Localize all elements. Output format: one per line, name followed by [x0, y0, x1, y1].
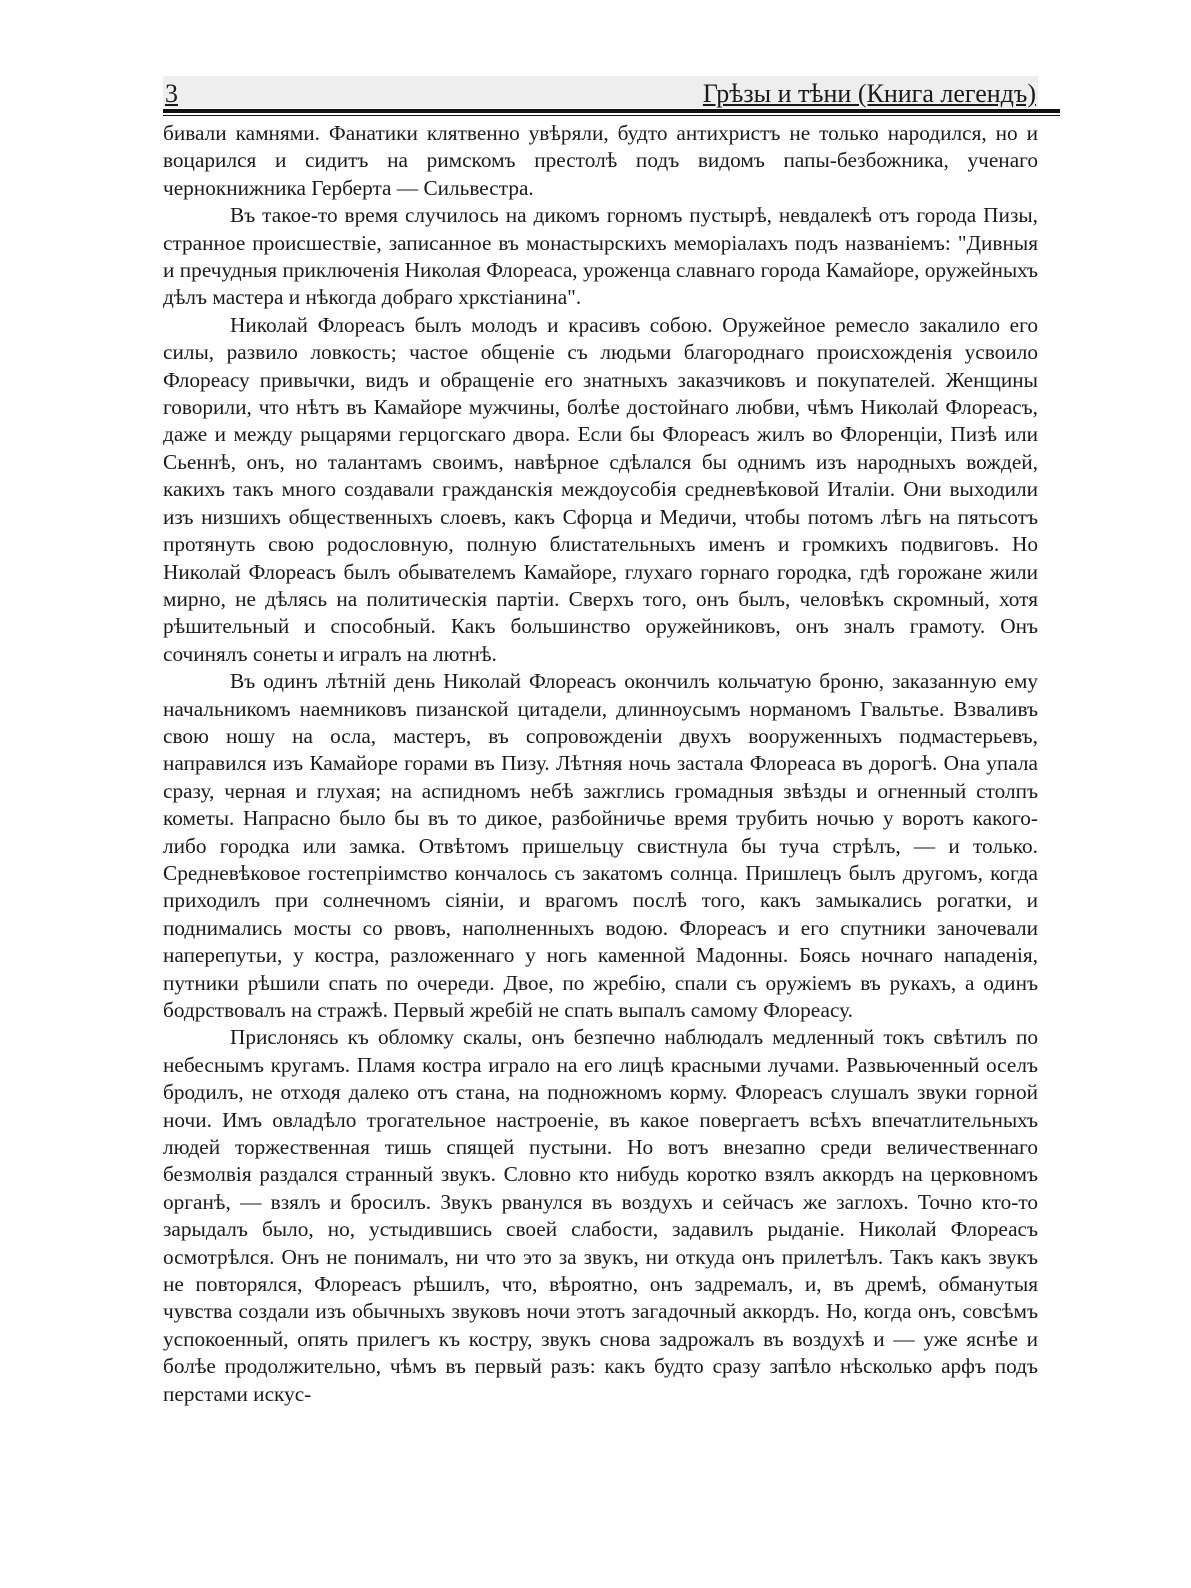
paragraph: Прислонясь къ обломку скалы, онъ безпечно наблюдалъ медленный токъ свѣтилъ по небеснымъ кругамъ. Пламя костра играло на его лицѣ красными лучами. Развьюченный оселъ бродилъ, не отходя далеко отъ стана, на подножномъ корму. Флореасъ слушалъ звуки горной ночи. Имъ овладѣло трогательное настроеніе, въ какое повергаетъ всѣхъ впечатлительныхъ людей торжественная тишь спящей пустыни. Но вотъ внезапно среди величественнаго безмолвія раздался странный звукъ. Словно кто нибудь коротко взялъ аккордъ на церковномъ органѣ, — взялъ и бросилъ. Звукъ рванулся въ воздухъ и сейчасъ же заглохъ. Точно кто-то зарыдалъ было, но, устыдившись своей слабости, задавилъ рыданіе. Николай Флореасъ осмотрѣлся. Онъ не понималъ, ни что это за звукъ, ни откуда онъ прилетѣлъ. Такъ какъ звукъ не повторялся, Флореасъ рѣшилъ, что, вѣроятно, онъ задремалъ, и, въ дремѣ, обманутыя чувства создали изъ обычныхъ звуковъ ночи этотъ загадочный аккордъ. Но, когда онъ, совсѣмъ успокоенный, опять прилегъ къ костру, звукъ снова задрожалъ въ воздухѣ и — уже яснѣе и болѣе продолжительно, чѣмъ въ первый разъ: какъ будто сразу запѣло нѣсколько арфъ подъ перстами искус-: [163, 1025, 1038, 1406]
running-header: [163, 76, 1038, 108]
paragraph: Въ такое-то время случилось на дикомъ горномъ пустырѣ, невдалекѣ отъ города Пизы, странное происшествіе, записанное въ монастырскихъ меморіалахъ подъ названіемъ: "Дивныя и пречудныя приключенія Николая Флореаса, уроженца славнаго города Камайоре, оружейныхъ дѣлъ мастера и нѣкогда добраго хркстіанина".: [163, 203, 1038, 310]
header-rule-thin: [163, 115, 1060, 116]
paragraph: Въ одинъ лѣтній день Николай Флореасъ окончилъ кольчатую броню, заказанную ему начальникомъ наемниковъ пизанской цитадели, длинноусымъ норманомъ Гвальтье. Взваливъ свою ношу на осла, мастеръ, въ сопровожденіи двухъ вооруженныхъ подмастерьевъ, направился изъ Камайоре горами въ Пизу. Лѣтняя ночь застала Флореаса въ дорогѣ. Она упала сразу, черная и глухая; на аспидномъ небѣ зажглись громадныя звѣзды и огненный столпъ кометы. Напрасно было бы въ то дикое, разбойничье время трубить ночью у воротъ какого-либо городка или замка. Отвѣтомъ пришельцу свистнула бы туча стрѣлъ, — и только. Средневѣковое гостепріимство кончалось съ закатомъ солнца. Пришлецъ былъ другомъ, когда приходилъ при солнечномъ сіяніи, и врагомъ послѣ того, какъ замыкались рогатки, и поднимались мосты со рвовъ, наполненныхъ водою. Флореасъ и его спутники заночевали наперепутьи, у костра, разложеннаго у ногь каменной Мадонны. Боясь ночнаго нападенія, путники рѣшили спать по очереди. Двое, по жребію, спали съ оружіемъ въ рукахъ, а одинъ бодрствовалъ на стражѣ. Первый жребій не спать выпалъ самому Флореасу.: [163, 669, 1038, 1022]
paragraph: Николай Флореасъ былъ молодъ и красивъ собою. Оружейное ремесло закалило его силы, развило ловкость; частое общеніе съ людьми благороднаго происхожденія усвоило Флореасу привычки, видъ и обращеніе его знатныхъ заказчиковъ и покупателей. Женщины говорили, что нѣтъ въ Камайоре мужчины, болѣе достойнаго любви, чѣмъ Николай Флореасъ, даже и между рыцарями герцогскаго двора. Если бы Флореасъ жилъ во Флоренціи, Пизѣ или Сьеннѣ, онъ, но талантамъ своимъ, навѣрное сдѣлался бы однимъ изъ народныхъ вождей, какихъ такъ много создавали гражданскія междоусобія средневѣковой Италіи. Они выходили изъ низшихъ общественныхъ слоевъ, какъ Сфорца и Медичи, чтобы потомъ лѣгь на пятьсотъ протянуть свою родословную, полную блистательныхъ именъ и громкихъ подвиговъ. Но Николай Флореасъ былъ обывателемъ Камайоре, глухаго горнаго городка, гдѣ горожане жили мирно, не дѣлясь на политическія партіи. Сверхъ того, онъ былъ, человѣкъ скромный, хотя рѣшительный и способный. Какъ большинство оружейниковъ, онъ зналъ грамоту. Онъ сочинялъ сонеты и игралъ на лютнѣ.: [163, 312, 1038, 666]
page: [163, 76, 1038, 1408]
running-title: Грѣзы и тѣни (Книга легендъ): [702, 79, 1036, 108]
body-text: [163, 120, 1038, 1408]
paragraph-continued: бивали камнями. Фанатики клятвенно увѣряли, будто антихристъ не только народился, но и воцарился и сидитъ на римскомъ престолѣ подъ видомъ папы-безбожника, ученаго чернокнижника Герберта — Сильвестра.: [163, 121, 1038, 200]
header-rule-thick: [163, 109, 1060, 113]
page-number: 3: [165, 79, 178, 108]
